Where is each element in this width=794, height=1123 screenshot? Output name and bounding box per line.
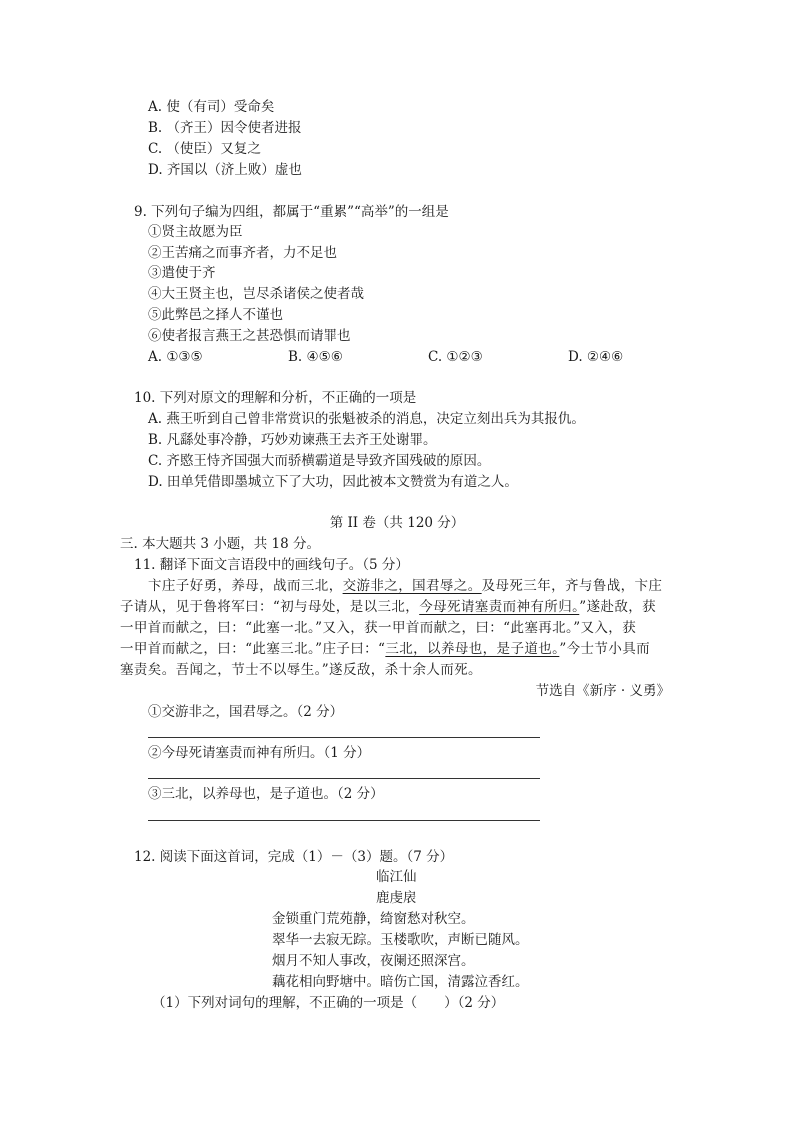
q9-item-5: ⑤此弊邑之择人不谨也 <box>148 307 283 323</box>
q10-stem: 10. 下列对原文的理解和分析，不正确的一项是 <box>134 390 417 406</box>
passage-text: ”遂赴敌，获 <box>579 599 657 615</box>
underlined-sentence-3: 三北，以养母也，是子道也。 <box>385 641 560 657</box>
q9-item-4: ④大王贤主也，岂尽杀诸侯之使者哉 <box>148 286 364 302</box>
q11-sub-2: ②今母死请塞责而神有所归。（1 分） <box>148 745 371 761</box>
q9-item-6: ⑥使者报言燕王之甚恐惧而请罪也 <box>148 328 351 344</box>
q11-source: 节选自《新序 · 义勇》 <box>535 683 670 699</box>
answer-line-2[interactable] <box>148 778 540 779</box>
underlined-sentence-1: 交游非之，国君辱之。 <box>342 578 482 594</box>
q11-sub-3: ③三北，以养母也，是子道也。（2 分） <box>148 786 384 802</box>
q10-option-c: C. 齐愍王恃齐国强大而骄横霸道是导致齐国残破的原因。 <box>148 453 491 469</box>
q11-passage-line-4 <box>120 639 650 659</box>
q9-stem: 9. 下列句子编为四组，都属于“重累”“高举”的一组是 <box>134 204 449 220</box>
q8-option-d: D. 齐国以（济上败）虚也 <box>148 162 302 178</box>
q8-option-c: C. （使臣）又复之 <box>148 141 261 157</box>
q11-stem: 11. 翻译下面文言语段中的画线句子。（5 分） <box>134 557 409 573</box>
q9-choice-b: B. ④⑤⑥ <box>288 349 343 365</box>
q9-choice-c: C. ①②③ <box>428 349 483 365</box>
section-3-heading: 三. 本大题共 3 小题，共 18 分。 <box>120 536 321 552</box>
answer-line-1[interactable] <box>148 737 540 738</box>
part2-title: 第 II 卷（共 120 分） <box>329 515 465 531</box>
q10-option-d: D. 田单凭借即墨城立下了大功，因此被本文赞赏为有道之人。 <box>148 474 518 490</box>
passage-text: ”今士节小具而 <box>559 641 651 657</box>
passage-text: 一甲首而献之，曰：“此塞三北。”庄子曰：“ <box>120 641 386 657</box>
q11-passage-line-5: 塞责矣。吾闻之，节士不以辱生。”遂反敌，杀十余人而死。 <box>120 662 482 678</box>
passage-text: 卞庄子好勇，养母，战而三北， <box>148 578 343 594</box>
q11-passage-line-3: 一甲首而献之，曰：“此塞一北。”又入，获一甲首而献之，曰：“此塞再北。”又入，获 <box>120 620 637 636</box>
underlined-sentence-2: 今母死请塞责而神有所归。 <box>419 599 580 615</box>
poem-line-1: 金锁重门荒苑静，绮窗愁对秋空。 <box>272 911 475 927</box>
q9-choice-d: D. ②④⑥ <box>568 349 624 365</box>
poem-line-4: 藕花相向野塘中。暗伤亡国，清露泣香红。 <box>272 974 529 990</box>
answer-line-3[interactable] <box>148 820 540 821</box>
q12-sub-1: （1）下列对词句的理解，不正确的一项是（ ）（2 分） <box>152 995 505 1011</box>
passage-text: 及母死三年，齐与鲁战，卞庄 <box>481 578 663 594</box>
q9-item-3: ③遣使于齐 <box>148 265 216 281</box>
q8-option-a: A. 使（有司）受命矣 <box>148 99 275 115</box>
poem-title: 临江仙 <box>376 869 417 885</box>
q11-sub-1: ①交游非之，国君辱之。（2 分） <box>148 704 344 720</box>
passage-text: 子请从，见于鲁将军曰：“初与母处，是以三北， <box>120 599 420 615</box>
q9-item-1: ①贤主故愿为臣 <box>148 224 243 240</box>
q10-option-b: B. 凡繇处事冷静，巧妙劝谏燕王去齐王处谢罪。 <box>148 432 437 448</box>
poem-line-2: 翠华一去寂无踪。玉楼歌吹，声断已随风。 <box>272 932 529 948</box>
poem-line-3: 烟月不知人事改，夜阑还照深宫。 <box>272 953 475 969</box>
q11-passage-line-2 <box>120 597 656 617</box>
poem-author: 鹿虔扆 <box>376 890 417 906</box>
q12-stem: 12. 阅读下面这首词，完成（1）－（3）题。（7 分） <box>134 849 454 865</box>
q9-item-2: ②王苦痛之而事齐者，力不足也 <box>148 245 337 261</box>
q11-passage-line-1 <box>148 576 662 596</box>
q8-option-b: B. （齐王）因令使者进报 <box>148 120 302 136</box>
q9-choice-a: A. ①③⑤ <box>148 349 203 365</box>
q10-option-a: A. 燕王听到自己曾非常赏识的张魁被杀的消息，决定立刻出兵为其报仇。 <box>148 411 585 427</box>
